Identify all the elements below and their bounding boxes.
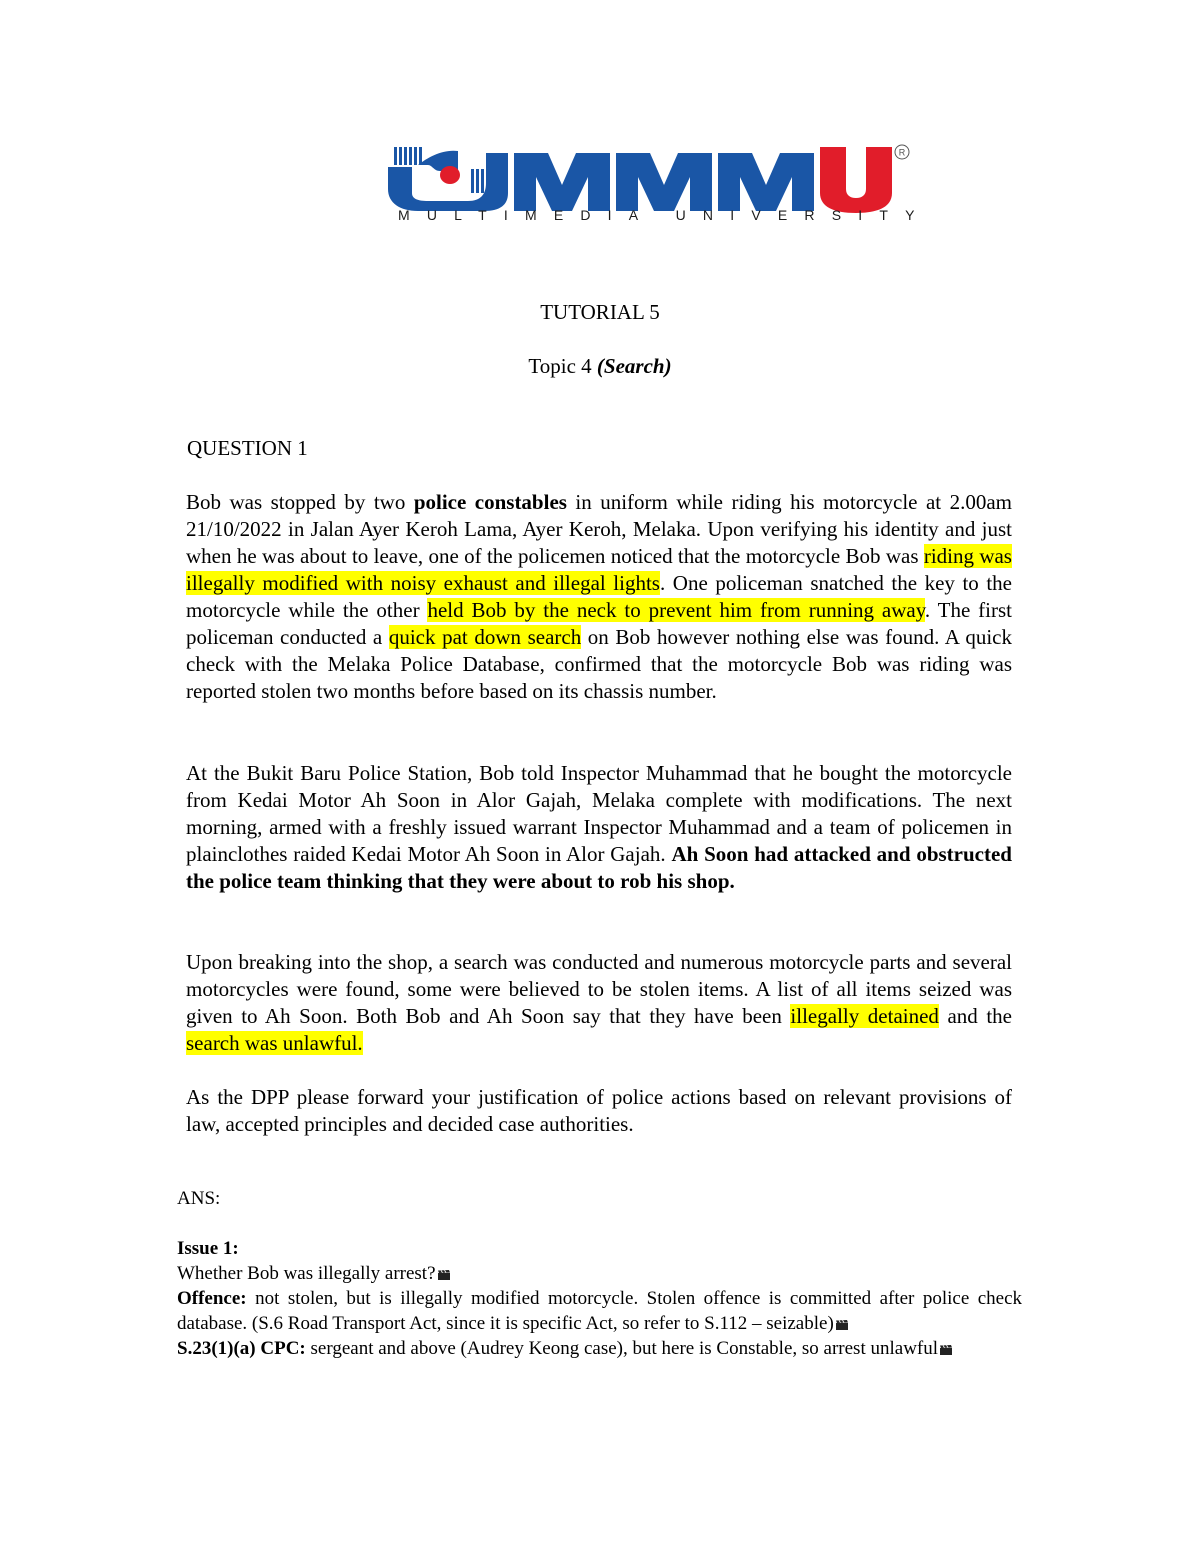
offence-label: Offence:	[177, 1288, 247, 1309]
s23-text: sergeant and above (Audrey Keong case), but here is Constable, so arrest unlawful	[305, 1338, 939, 1359]
s23-line	[177, 1336, 1022, 1361]
offence-line	[177, 1286, 1022, 1336]
clapperboard-icon	[836, 1320, 849, 1330]
p1-bold: police constables	[413, 490, 567, 514]
p3-highlight: search was unlawful.	[186, 1031, 363, 1055]
p3-text: and the	[938, 1004, 1012, 1028]
question-paragraph-1	[186, 489, 1012, 705]
p1-highlight: held Bob by the neck to prevent him from running away	[427, 598, 925, 622]
topic-line	[0, 354, 1200, 379]
p1-text: . One policeman snatched the key to the motorcycle while the other	[186, 571, 1012, 622]
issue-heading: Issue 1:	[177, 1238, 239, 1259]
clapperboard-icon	[438, 1270, 451, 1280]
question-heading: QUESTION 1	[187, 436, 308, 460]
question-paragraph-3	[186, 949, 1012, 1057]
p1-text: . The first policeman conducted a	[186, 598, 1012, 649]
s23-label: S.23(1)(a) CPC:	[177, 1338, 306, 1359]
logo-emblem-bars	[394, 147, 422, 165]
p2-text: At the Bukit Baru Police Station, Bob told Inspector Muhammad that he bought the motorcycle from Kedai Motor Ah Soon in Alor Gajah, Melaka complete with modifications. The next morning, armed with a freshly issued warrant Inspector Muhammad and a team of policemen in plainclothes raided Kedai Motor Ah Soon in Alor Gajah.	[186, 761, 1012, 866]
answer-label: ANS:	[177, 1188, 221, 1209]
question-paragraph-4: As the DPP please forward your justification of police actions based on relevant provisions of law, accepted principles and decided case authorities.	[186, 1085, 1012, 1136]
p1-text: in uniform while riding his motorcycle at 2.00am 21/10/2022 in Jalan Ayer Keroh Lama, Ayer Keroh, Melaka. Upon verifying his identity and just when he was about to leave, one of the policemen noticed that the motorcycle Bob was	[186, 490, 1012, 568]
p3-text: Upon breaking into the shop, a search was conducted and numerous motorcycle parts and several motorcycles were found, some were believed to be stolen items. A list of all items seized was given to Ah Soon. Both Bob and Ah Soon say that they have been	[186, 950, 1012, 1028]
offence-text: not stolen, but is illegally modified motorcycle. Stolen offence is committed after police check database. (S.6 Road Transport Act, since it is specific Act, so refer to S.112 – seizable)	[177, 1288, 1022, 1334]
p2-bold: Ah Soon had attacked and obstructed the police team thinking that they were about to rob his shop.	[186, 842, 1012, 893]
p1-text: on Bob however nothing else was found. A quick check with the Melaka Police Database, confirmed that the motorcycle Bob was riding was reported stolen two months before based on its chassis number.	[186, 625, 1012, 703]
p1-highlight: riding was illegally modified with noisy exhaust and illegal lights	[186, 544, 1012, 595]
page-title: TUTORIAL 5	[540, 300, 660, 324]
topic-prefix: Topic 4	[528, 354, 597, 378]
issue-question-text: Whether Bob was illegally arrest?	[177, 1263, 436, 1284]
topic-italic: (Search)	[596, 354, 672, 378]
clapperboard-icon	[940, 1345, 953, 1355]
issue-1-block	[177, 1236, 1022, 1361]
question-paragraph-2	[186, 760, 1012, 895]
registered-mark: R	[898, 147, 906, 158]
p1-text: Bob was stopped by two	[186, 490, 414, 514]
p3-highlight: illegally detained	[790, 1004, 939, 1028]
issue-question	[177, 1261, 1022, 1286]
logo-subtitle: MULTIMEDIA UNIVERSITY	[398, 207, 932, 223]
p1-highlight: quick pat down search	[388, 625, 582, 649]
